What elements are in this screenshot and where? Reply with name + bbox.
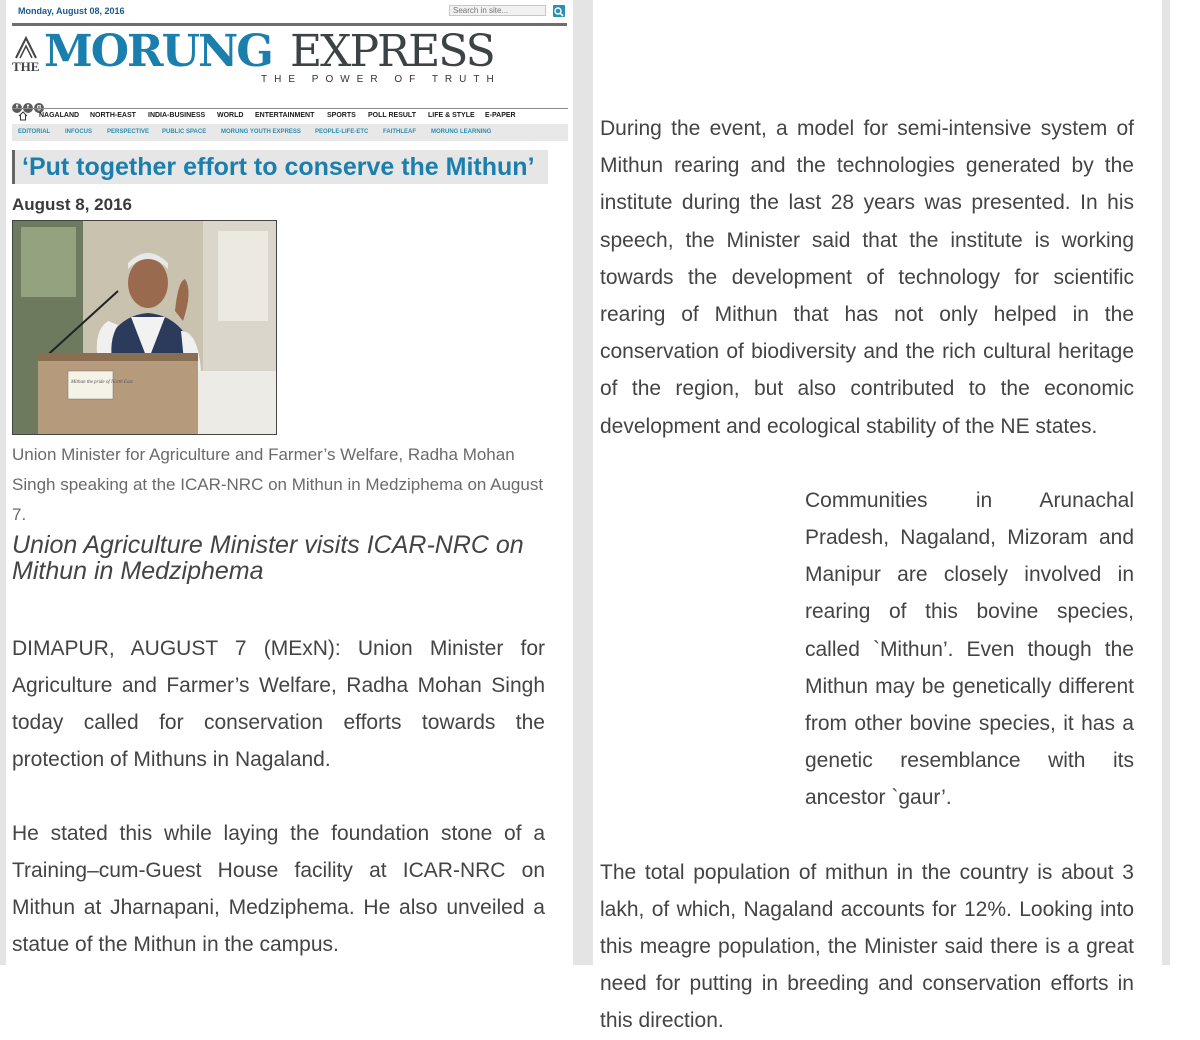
nav-item-india-business[interactable]: INDIA-BUSINESS: [148, 112, 206, 119]
google-plus-icon[interactable]: g: [34, 103, 44, 113]
left-column: [12, 0, 568, 965]
right-margin-stripe: [1162, 0, 1170, 965]
photo-caption: Union Minister for Agriculture and Farmer’s Welfare, Radha Mohan Singh speaking at the ICAR-NRC on Mithun in Medziphema on August 7.: [12, 445, 544, 524]
search-icon: [553, 6, 565, 18]
nav-item-editorial[interactable]: EDITORIAL: [18, 129, 51, 135]
morung-hut-icon: [14, 36, 38, 60]
nav-item-world[interactable]: WORLD: [217, 112, 244, 119]
search-input[interactable]: [449, 5, 546, 16]
paragraph-2: He stated this while laying the foundation stone of a Training–cum-Guest House facility at ICAR-NRC on Mithun at Jharnapani, Medziphema. He also unveiled a statue of the Mithun in the campus.: [12, 822, 545, 956]
nav-item-public-space[interactable]: PUBLIC SPACE: [162, 129, 207, 135]
logo-express: EXPRESS: [290, 26, 494, 77]
article-subheadline: Union Agriculture Minister visits ICAR-NRC on Mithun in Medziphema: [12, 531, 524, 585]
nav-item-faithleaf[interactable]: FAITHLEAF: [383, 129, 416, 135]
logo-the: THE: [12, 59, 40, 74]
nav-item-morung-youth-express[interactable]: MORUNG YOUTH EXPRESS: [221, 129, 301, 135]
logo-tagline: THE POWER OF TRUTH: [261, 74, 501, 85]
primary-nav: [12, 108, 568, 124]
column-divider-stripe: [573, 0, 593, 965]
paragraph-4: Communities in Arunachal Pradesh, Nagaland, Mizoram and Manipur are closely involved in rearing of this bovine species, called `Mithun’. Even though the Mithun may be genetically different from other bovine species, it has a genetic resemblance with its ancestor `gaur’.: [805, 488, 1134, 810]
logo-morung: MORUNG: [44, 26, 272, 77]
headline-box: [12, 150, 548, 184]
nav-item-e-paper[interactable]: E-PAPER: [485, 112, 516, 119]
article-body-right: [600, 110, 1134, 1040]
nav-item-life-style[interactable]: LIFE & STYLE: [428, 112, 475, 119]
nav-item-sports[interactable]: SPORTS: [327, 112, 356, 119]
secondary-nav: [12, 124, 568, 141]
header-date: Monday, August 08, 2016: [18, 6, 125, 16]
home-icon[interactable]: [18, 111, 28, 121]
article-photo: [12, 220, 277, 435]
nav-item-entertainment[interactable]: ENTERTAINMENT: [255, 112, 315, 119]
site-logo[interactable]: [12, 26, 552, 94]
nav-item-people-life-etc[interactable]: PEOPLE-LIFE-ETC: [315, 129, 369, 135]
article-headline: ‘Put together effort to conserve the Mithun’: [22, 153, 535, 181]
podium-sign-text: Mithun the pride of North East: [71, 380, 133, 385]
left-margin-stripe: [0, 0, 6, 965]
paragraph-1: DIMAPUR, AUGUST 7 (MExN): Union Minister for Agriculture and Farmer’s Welfare, Radha Mohan Singh today called for conservation efforts towards the protection of Mithuns in Nagaland.: [12, 637, 545, 771]
paragraph-5: The total population of mithun in the country is about 3 lakh, of which, Nagaland accounts for 12%. Looking into this meagre population, the Minister said there is a great need for putting in breeding and conservation efforts in this direction.: [600, 860, 1134, 1033]
article-body-left: [12, 630, 545, 963]
right-column: [600, 110, 1134, 1040]
nav-item-north-east[interactable]: NORTH-EAST: [90, 112, 136, 119]
nav-item-nagaland[interactable]: NAGALAND: [39, 112, 80, 119]
nav-item-infocus[interactable]: INFOCUS: [65, 129, 92, 135]
paragraph-3: During the event, a model for semi-intensive system of Mithun rearing and the technologies generated by the institute during the last 28 years was presented. In his speech, the Minister said that the institute is working towards the development of technology for scientific rearing of Mithun that has not only helped in the conservation of biodiversity and the rich cultural heritage of the region, but also contributed to the economic development and ecological stability of the NE states.: [600, 117, 1134, 438]
top-bar: [12, 4, 568, 22]
article-date: August 8, 2016: [12, 195, 132, 214]
facebook-icon[interactable]: f: [12, 103, 22, 113]
twitter-icon[interactable]: t: [23, 103, 33, 113]
nav-item-perspective[interactable]: PERSPECTIVE: [107, 129, 150, 135]
nav-item-morung-learning[interactable]: MORUNG LEARNING: [431, 129, 492, 135]
minister-speaking-image: [13, 221, 277, 435]
search-button[interactable]: [553, 5, 565, 17]
nav-item-poll-result[interactable]: POLL RESULT: [368, 112, 416, 119]
